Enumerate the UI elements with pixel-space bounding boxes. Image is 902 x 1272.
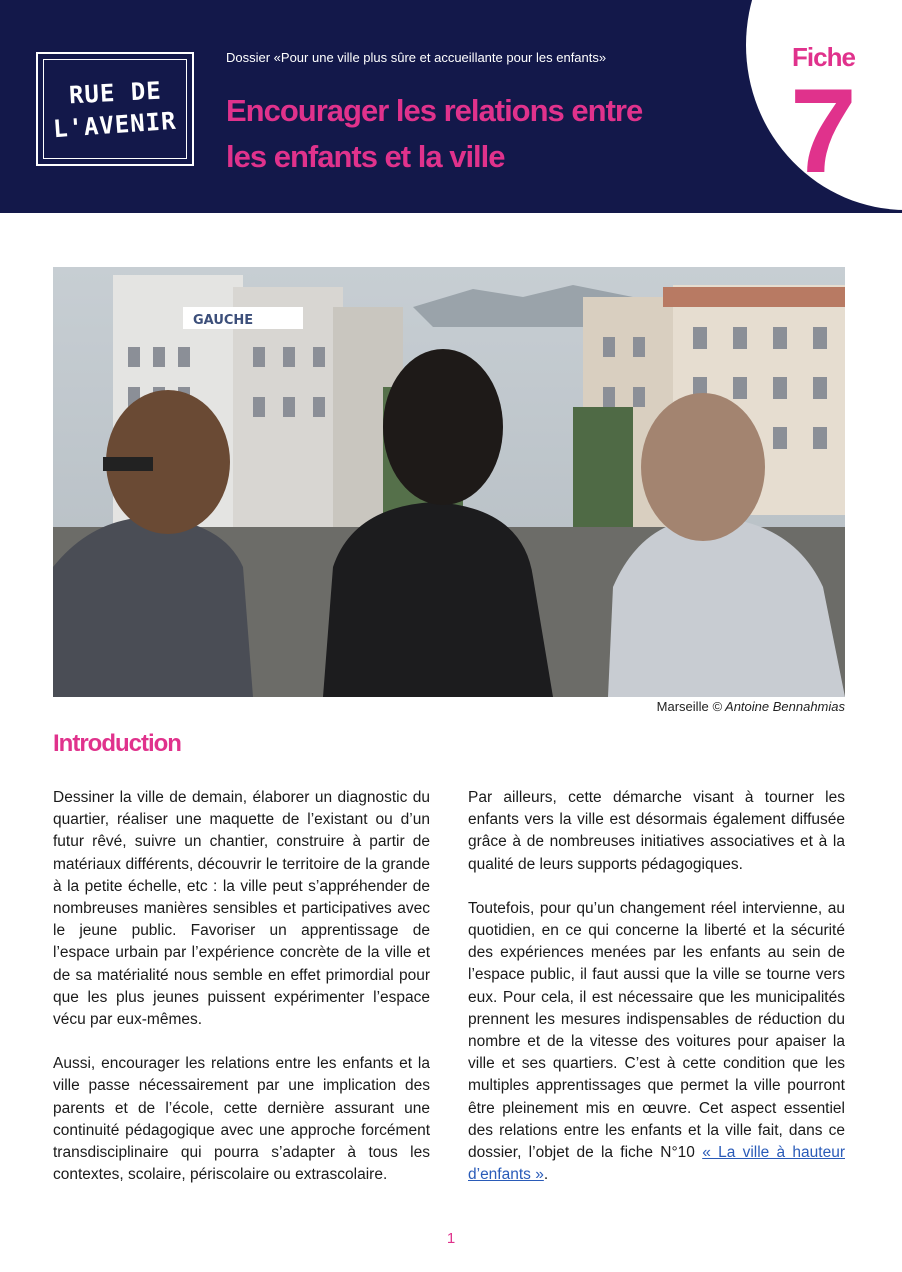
paragraph: Par ailleurs, cette démarche visant à tourner les enfants vers la ville est désormais également diffusée grâce à de nombreuses initiatives associatives et à la qualité de leurs supports pédagogiques. xyxy=(468,789,845,873)
paragraph-with-link xyxy=(468,898,845,1187)
photo-children-marseille xyxy=(53,267,845,697)
page-title-line2: les enfants et la ville xyxy=(226,139,505,174)
page-number: 1 xyxy=(446,1230,456,1247)
fiche-10-link[interactable]: « La ville à hauteur d’enfants » xyxy=(468,1144,845,1184)
section-heading: Introduction xyxy=(53,730,181,757)
text-column-left xyxy=(53,787,430,1208)
fiche-number: 7 xyxy=(790,64,857,198)
child-left-glasses xyxy=(103,457,153,471)
trees-right xyxy=(573,407,633,547)
logo-frame xyxy=(43,59,187,159)
text-column-right xyxy=(468,787,845,1208)
caption-credit: © Antoine Bennahmias xyxy=(712,699,845,714)
child-middle-head xyxy=(383,349,503,505)
paragraph: Aussi, encourager les relations entre les enfants et la ville passe nécessairement par une implication des parents et de l’école, cette dernière assurant une continuité pédagogique avec une approche forcément transdisciplinaire qui pourra s’adapter à tous les contextes, scolaire, périscolaire ou extrascolaire. xyxy=(53,1055,430,1184)
graffiti-sign-text: GAUCHE xyxy=(193,313,254,328)
rue-de-lavenir-logo xyxy=(36,52,194,166)
caption-place: Marseille xyxy=(656,699,709,714)
photo-illustration xyxy=(53,267,845,697)
paragraph-text: Toutefois, pour qu’un changement réel intervienne, au quotidien, en ce qui concerne la liberté et la sécurité des expériences menées par les enfants au sein de l’espace public, il faut aussi que la ville se tourne vers eux. Pour cela, il est nécessaire que les municipalités prennent les mesures indispensables de réduction du nombre et de la vitesse des voitures pour apaiser la ville et ses quartiers. C’est à cette condition que les multiples apprentissages que permet la ville pourront être pleinement mis en œuvre. Cet aspect essentiel des relations entre les enfants et la ville fait, dans ce dossier, l’objet de la fiche N°10 xyxy=(468,899,845,1162)
page-title-line1: Encourager les relations entre xyxy=(226,93,643,128)
paragraph: Dessiner la ville de demain, élaborer un diagnostic du quartier, réaliser une maquette de l’existant ou d’un futur rêvé, suivre un chantier, construire à partir de matériaux différents, découvrir le territoire de la grande à la petite échelle, etc : la ville peut s’appréhender de nombreuses manières sensibles et participatives avec le jeune public. Favoriser un apprentissage de l’espace urbain par l’expérience concrète de la ville et de sa matérialité nous semble en effet primordial pour que les plus jeunes puissent expérimenter l’espace vécu par eux-mêmes. xyxy=(53,789,430,1029)
child-right-head xyxy=(641,393,765,541)
photo-caption xyxy=(657,699,845,714)
dossier-subtitle: Dossier «Pour une ville plus sûre et accueillante pour les enfants» xyxy=(226,50,607,65)
roof xyxy=(663,287,845,307)
logo-text-line2: L'AVENIR xyxy=(52,106,178,144)
header-banner xyxy=(0,0,902,213)
page-title xyxy=(226,88,646,180)
fiche-label: Fiche xyxy=(792,42,855,72)
paragraph-end: . xyxy=(543,1166,549,1184)
child-left-hoodie xyxy=(53,517,253,697)
logo-text-line1: RUE DE xyxy=(67,76,163,110)
